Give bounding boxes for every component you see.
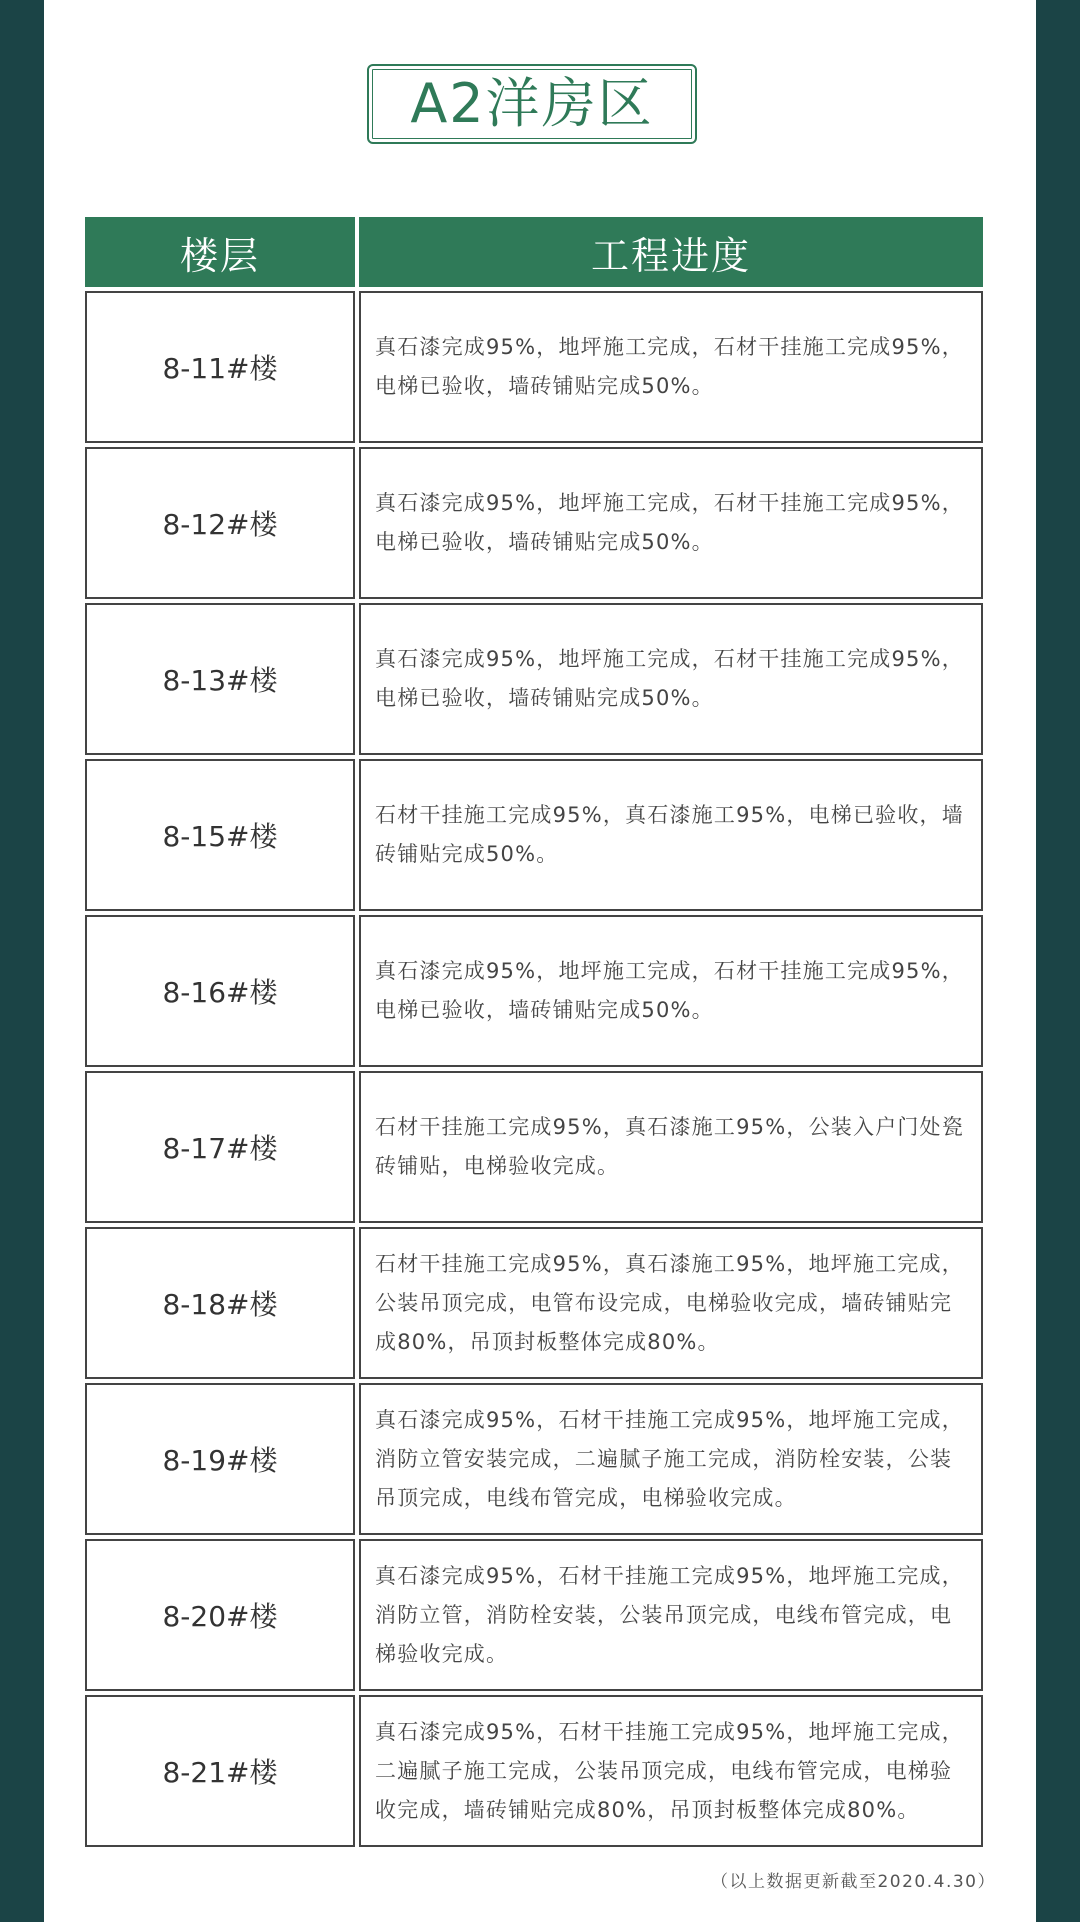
progress-cell: 石材干挂施工完成95%，真石漆施工95%，公装入户门处瓷砖铺贴，电梯验收完成。 [359, 1071, 983, 1223]
progress-cell: 真石漆完成95%，地坪施工完成，石材干挂施工完成95%，电梯已验收，墙砖铺贴完成50%。 [359, 603, 983, 755]
table-row [85, 1539, 983, 1691]
header-floor: 楼层 [85, 217, 355, 287]
table-row [85, 1383, 983, 1535]
floor-cell: 8-21#楼 [85, 1695, 355, 1847]
progress-cell: 真石漆完成95%，石材干挂施工完成95%，地坪施工完成，消防立管，消防栓安装，公装吊顶完成，电线布管完成，电梯验收完成。 [359, 1539, 983, 1691]
page-title: A2洋房区 [410, 72, 654, 135]
floor-cell: 8-17#楼 [85, 1071, 355, 1223]
floor-cell: 8-20#楼 [85, 1539, 355, 1691]
floor-cell: 8-16#楼 [85, 915, 355, 1067]
floor-cell: 8-12#楼 [85, 447, 355, 599]
floor-cell: 8-13#楼 [85, 603, 355, 755]
table-row [85, 759, 983, 911]
progress-cell: 石材干挂施工完成95%，真石漆施工95%，电梯已验收，墙砖铺贴完成50%。 [359, 759, 983, 911]
progress-cell: 真石漆完成95%，地坪施工完成，石材干挂施工完成95%，电梯已验收，墙砖铺贴完成50%。 [359, 915, 983, 1067]
table-row [85, 915, 983, 1067]
floor-cell: 8-19#楼 [85, 1383, 355, 1535]
table-body [85, 291, 983, 1847]
progress-cell: 真石漆完成95%，地坪施工完成，石材干挂施工完成95%，电梯已验收，墙砖铺贴完成50%。 [359, 291, 983, 443]
progress-cell: 真石漆完成95%，地坪施工完成，石材干挂施工完成95%，电梯已验收，墙砖铺贴完成50%。 [359, 447, 983, 599]
table-row [85, 291, 983, 443]
progress-table [85, 217, 983, 1851]
table-row [85, 447, 983, 599]
header-progress: 工程进度 [359, 217, 983, 287]
table-row [85, 1071, 983, 1223]
floor-cell: 8-18#楼 [85, 1227, 355, 1379]
progress-cell: 石材干挂施工完成95%，真石漆施工95%，地坪施工完成，公装吊顶完成，电管布设完成，电梯验收完成，墙砖铺贴完成80%，吊顶封板整体完成80%。 [359, 1227, 983, 1379]
title-box [367, 64, 697, 144]
table-header-row [85, 217, 983, 287]
table-row [85, 1695, 983, 1847]
floor-cell: 8-11#楼 [85, 291, 355, 443]
floor-cell: 8-15#楼 [85, 759, 355, 911]
progress-cell: 真石漆完成95%，石材干挂施工完成95%，地坪施工完成，二遍腻子施工完成，公装吊顶完成，电线布管完成，电梯验收完成，墙砖铺贴完成80%，吊顶封板整体完成80%。 [359, 1695, 983, 1847]
update-footnote: （以上数据更新截至2020.4.30） [710, 1872, 996, 1892]
table-row [85, 603, 983, 755]
table-row [85, 1227, 983, 1379]
content-panel [44, 0, 1036, 1922]
progress-cell: 真石漆完成95%，石材干挂施工完成95%，地坪施工完成，消防立管安装完成，二遍腻子施工完成，消防栓安装，公装吊顶完成，电线布管完成，电梯验收完成。 [359, 1383, 983, 1535]
